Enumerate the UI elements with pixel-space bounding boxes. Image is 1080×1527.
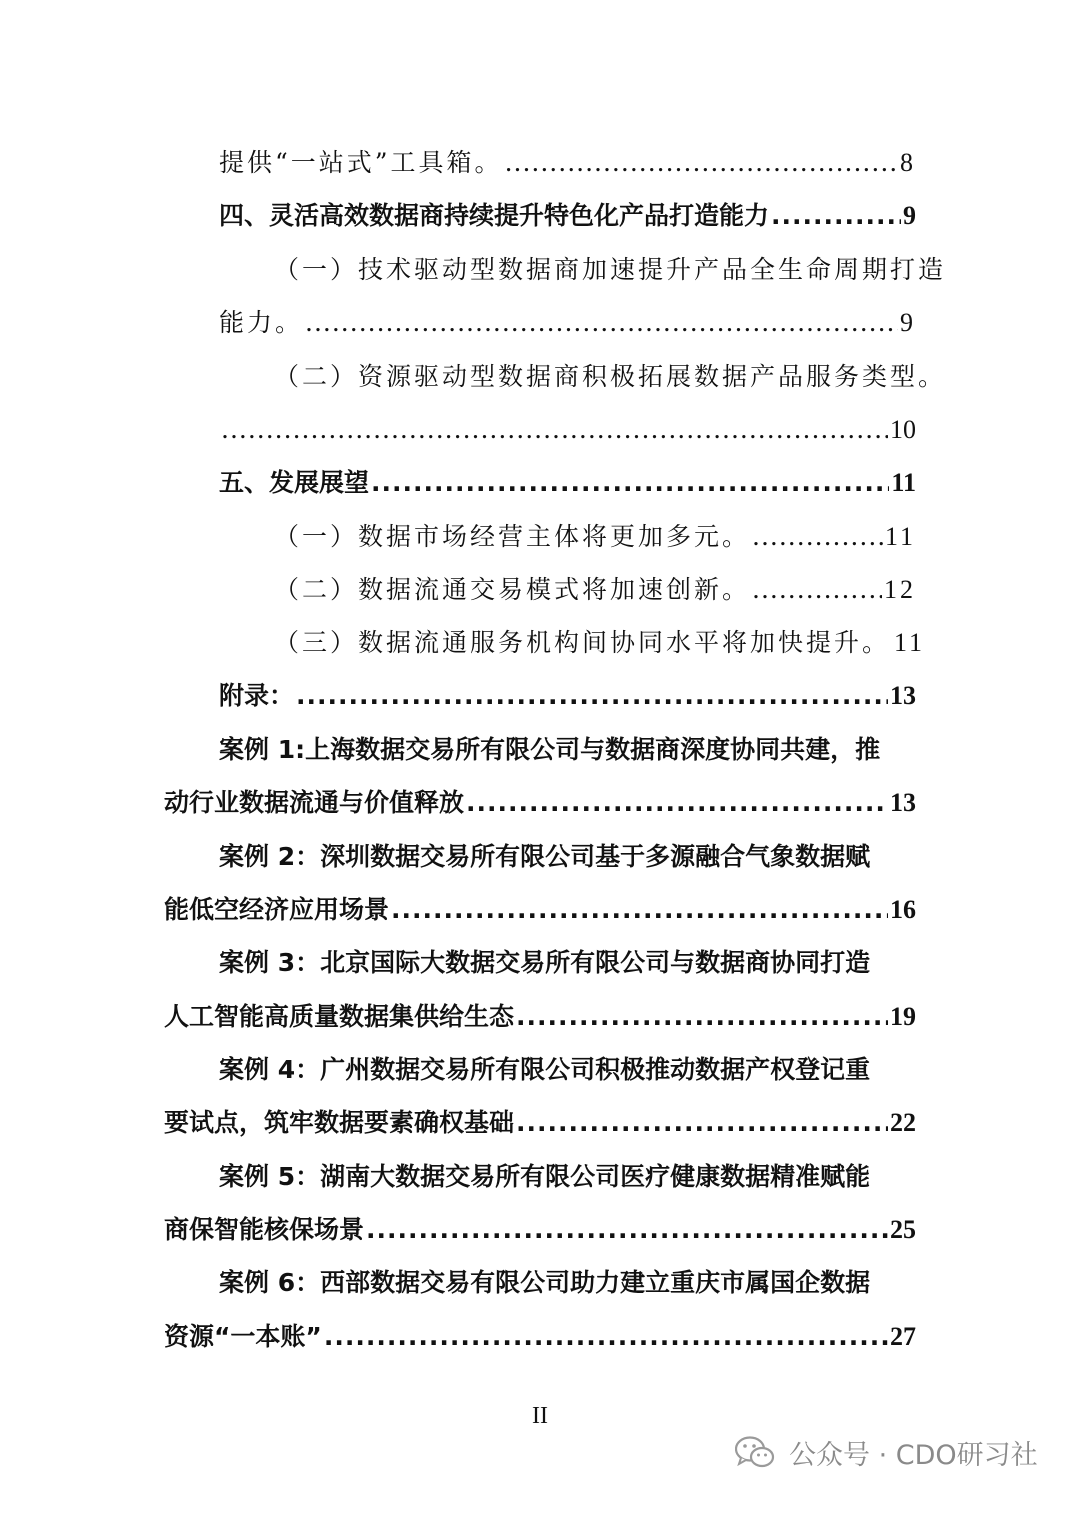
toc-leader-dots [371,466,889,500]
toc-entry [274,360,947,394]
toc-entry-title: （一）技术驱动型数据商加速提升产品全生命周期打造 [274,255,947,284]
wechat-icon [735,1436,775,1470]
toc-leader-dots [221,413,888,447]
toc-entry-title: 动行业数据流通与价值释放 [164,788,465,817]
toc-entry [274,626,926,660]
toc-entry-title: 案例 3：北京国际大数据交易所有限公司与数据商协同打造 [219,948,871,977]
toc-entry [219,1266,916,1300]
toc-entry-page: 11 [891,468,916,497]
toc-entry [164,1213,916,1247]
toc-entry [219,199,916,233]
toc-entry [164,786,916,820]
toc-leader-dots [324,1320,888,1354]
toc-leader-dots [516,1000,888,1034]
toc-entry-title: 案例 4：广州数据交易所有限公司积极推动数据产权登记重 [219,1055,871,1084]
toc-entry [164,1106,916,1140]
toc-entry-title: 五、发展展望 [219,468,370,497]
toc-entry-title: （二）资源驱动型数据商积极拓展数据产品服务类型。 [274,362,947,391]
toc-leader-dots [771,199,901,233]
toc-entry-title: 案例 6：西部数据交易有限公司助力建立重庆市属国企数据 [219,1268,871,1297]
toc-entry-page: 11 [884,522,916,551]
toc-entry-title: （一）数据市场经营主体将更加多元。 [274,522,751,551]
toc-entry-title: 附录： [219,681,295,710]
toc-entry [219,1160,916,1194]
toc-entry [219,946,916,980]
toc-entry-page: 13 [890,681,916,710]
toc-entry-title: 案例 1:上海数据交易所有限公司与数据商深度协同共建，推 [219,735,881,764]
toc-entry-page: 10 [890,415,916,444]
toc-entry [274,253,947,287]
toc-entry-title: 提供“一站式”工具箱。 [219,148,503,177]
toc-entry-title: 能力。 [219,308,304,337]
toc-entry [219,679,916,713]
toc-entry-page: 9 [900,308,916,337]
toc-entry-title: 人工智能高质量数据集供给生态 [164,1002,515,1031]
toc-entry-title: 案例 2：深圳数据交易所有限公司基于多源融合气象数据赋 [219,842,871,871]
toc-leader-dots [366,1213,888,1247]
toc-entry-page: 22 [890,1108,916,1137]
toc-entry [274,573,916,607]
toc-entry [219,146,916,180]
toc-entry-page: 19 [890,1002,916,1031]
toc-entry-title: 商保智能核保场景 [164,1215,365,1244]
toc-leader-dots [296,679,888,713]
toc-entry [164,1320,916,1354]
toc-entry [219,840,916,874]
page-number: II [532,1403,548,1429]
toc-leader-dots [391,893,888,927]
toc-entry-title: 四、灵活高效数据商持续提升特色化产品打造能力 [219,201,770,230]
toc-entry-title: 资源“一本账” [164,1322,322,1351]
toc-entry [219,466,916,500]
toc-entry [219,1053,916,1087]
toc-leader-dots [752,573,882,607]
toc-entry [219,733,916,767]
toc-entry-title: 案例 5：湖南大数据交易所有限公司医疗健康数据精准赋能 [219,1162,871,1191]
toc-entry-page: 13 [890,788,916,817]
toc-entry-title: 能低空经济应用场景 [164,895,390,924]
toc-entry [219,306,916,340]
toc-leader-dots [466,786,888,820]
toc-entry [164,893,916,927]
toc-entry-title: （三）数据流通服务机构间协同水平将加快提升。 [274,628,891,657]
toc-entry-page: 9 [903,201,916,230]
toc-entry-page: 16 [890,895,916,924]
toc-leader-dots [752,520,883,554]
toc-entry-page: 12 [884,575,916,604]
watermark-text: 公众号 · CDO研习社 [789,1440,1038,1471]
toc-leader-dots [305,306,898,340]
watermark [735,1433,1038,1472]
toc-entry [164,1000,916,1034]
toc-entry-title: 要试点，筑牢数据要素确权基础 [164,1108,515,1137]
toc-entry-page: 11 [894,628,926,657]
toc-entry-page: 27 [890,1322,916,1351]
toc-entry-page: 8 [900,148,916,177]
toc-leader-dots [516,1106,888,1140]
toc-entry [219,413,916,447]
toc-leader-dots [505,146,898,180]
toc-entry-page: 25 [890,1215,916,1244]
toc-entry-title: （二）数据流通交易模式将加速创新。 [274,575,751,604]
toc-entry [274,520,916,554]
